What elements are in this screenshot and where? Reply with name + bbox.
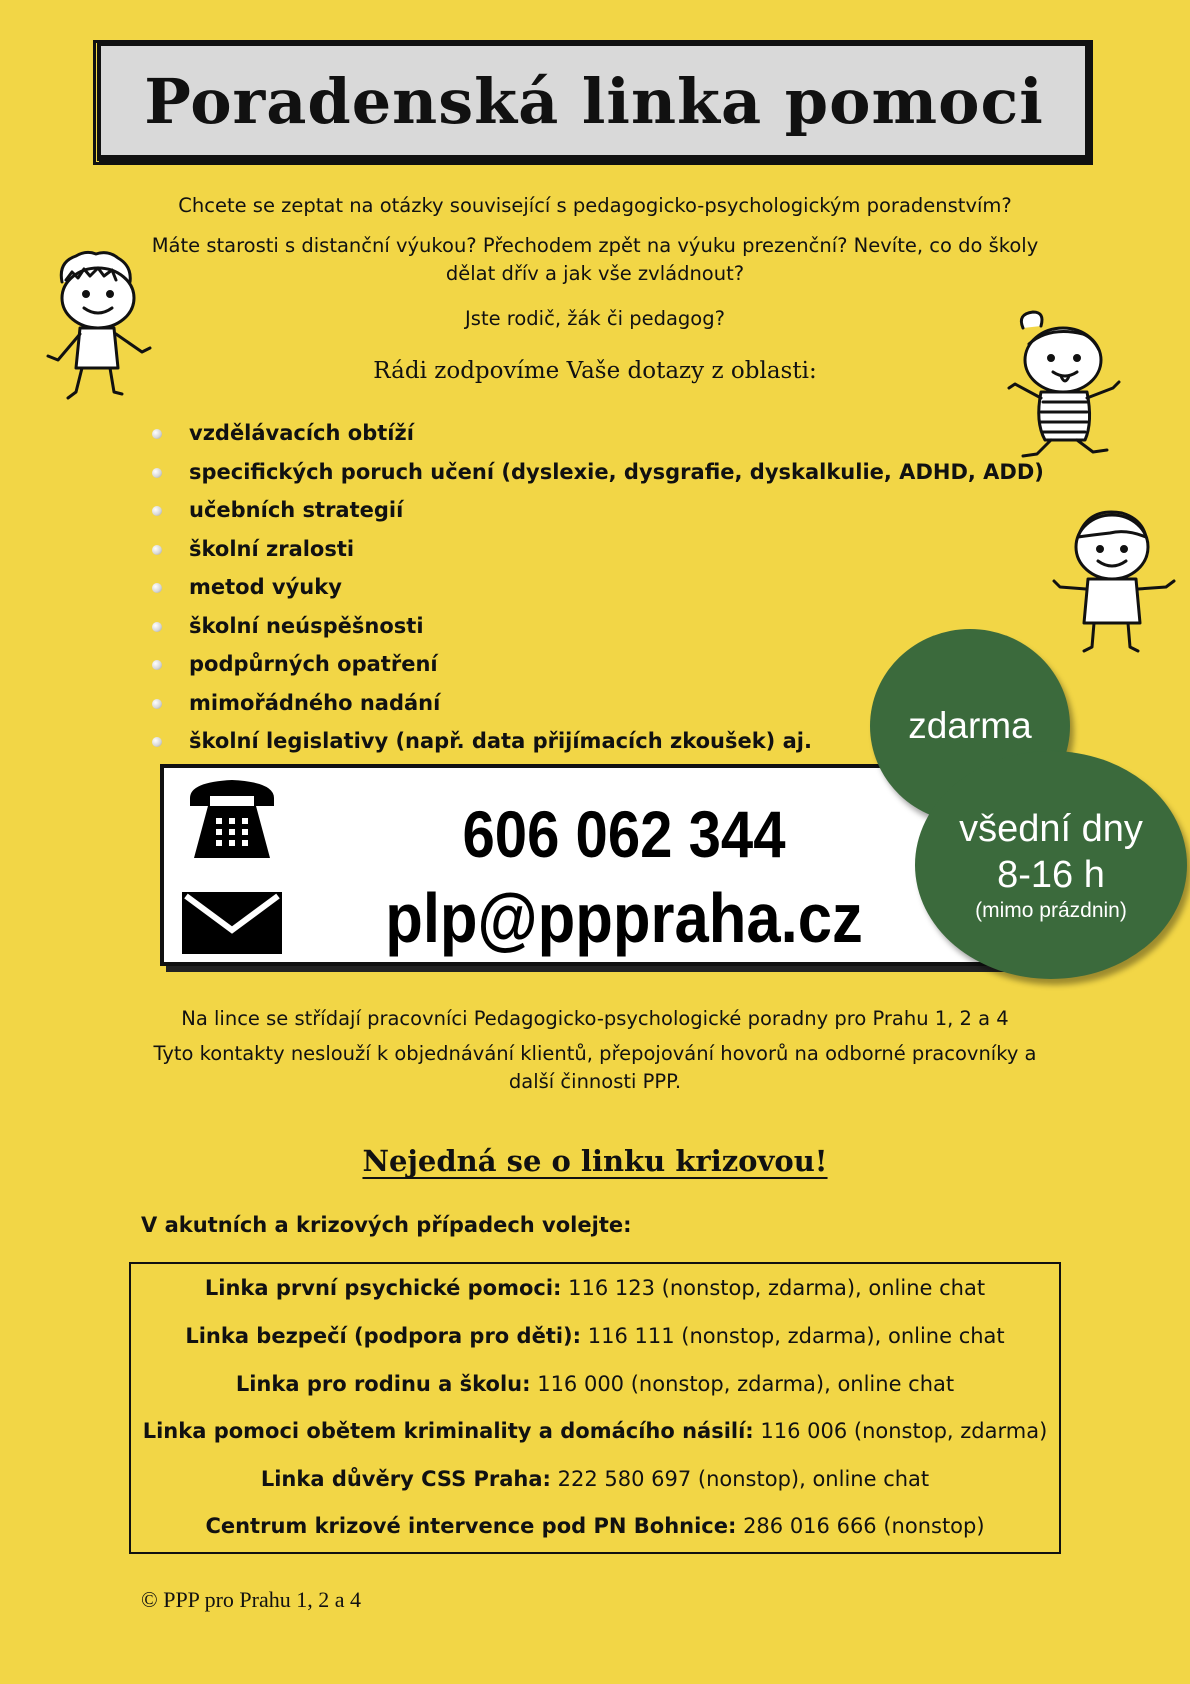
crisis-line-name: Linka první psychické pomoci:	[204, 1276, 562, 1300]
crisis-line-detail: 286 016 666 (nonstop)	[736, 1514, 985, 1538]
crisis-line-row	[131, 1324, 1059, 1348]
crisis-line-detail: 116 111 (nonstop, zdarma), online chat	[581, 1324, 1005, 1348]
intro-concerns-line2: dělat dřív a jak vše zvládnout?	[445, 262, 745, 285]
crisis-line-row	[131, 1419, 1059, 1443]
hours-badge	[915, 751, 1187, 979]
crisis-line-name: Linka pro rodinu a školu:	[235, 1372, 531, 1396]
page-title: Poradenská linka pomoci	[144, 65, 1044, 138]
crisis-line-name: Linka bezpečí (podpora pro děti):	[185, 1324, 582, 1348]
telephone-icon	[186, 776, 278, 864]
list-item: školní zralosti	[150, 530, 1044, 569]
boy-drawing-icon	[1050, 505, 1190, 665]
list-item: podpůrných opatření	[150, 645, 1044, 684]
crisis-line-name: Linka důvěry CSS Praha:	[260, 1467, 551, 1491]
list-item: specifických poruch učení (dyslexie, dysgrafie, dyskalkulie, ADHD, ADD)	[150, 453, 1044, 492]
crisis-line-row	[131, 1372, 1059, 1396]
contact-box	[160, 764, 1000, 966]
hours-badge-note: (mimo prázdnin)	[975, 899, 1127, 922]
intro-concerns-line1: Máte starosti s distanční výukou? Přechodem zpět na výuku prezenční? Nevíte, co do školy	[151, 234, 1039, 257]
crisis-line-detail: 116 123 (nonstop, zdarma), online chat	[561, 1276, 986, 1300]
copyright: © PPP pro Prahu 1, 2 a 4	[141, 1587, 362, 1612]
crisis-line-name: Centrum krizové intervence pod PN Bohnice:	[205, 1514, 737, 1538]
crisis-line-detail: 116 000 (nonstop, zdarma), online chat	[530, 1372, 955, 1396]
envelope-icon	[182, 892, 282, 954]
email-address[interactable]: plp@pppraha.cz	[385, 879, 863, 957]
disclaimer-line2: další činnosti PPP.	[508, 1070, 682, 1093]
topics-heading: Rádi zodpovíme Vaše dotazy z oblasti:	[373, 358, 817, 384]
list-item: mimořádného nadání	[150, 684, 1044, 723]
crisis-line-row	[131, 1467, 1059, 1491]
crisis-line-row	[131, 1276, 1059, 1300]
phone-number[interactable]: 606 062 344	[462, 797, 786, 871]
list-item: školní neúspěšnosti	[150, 607, 1044, 646]
list-item: učebních strategií	[150, 491, 1044, 530]
crisis-line-detail: 116 006 (nonstop, zdarma)	[753, 1419, 1048, 1443]
intro-audience: Jste rodič, žák či pedagog?	[465, 307, 725, 330]
girl-drawing-icon	[1005, 310, 1135, 475]
boy-drawing-icon	[40, 250, 165, 405]
list-item: školní legislativy (např. data přijímacích zkoušek) aj.	[150, 722, 1044, 761]
acute-heading: V akutních a krizových případech volejte:	[141, 1213, 632, 1237]
hours-badge-time: 8-16 h	[997, 854, 1105, 896]
crisis-line-detail: 222 580 697 (nonstop), online chat	[550, 1467, 930, 1491]
list-item: vzdělávacích obtíží	[150, 414, 1044, 453]
crisis-line-row	[131, 1514, 1059, 1538]
crisis-line-name: Linka pomoci obětem kriminality a domácího násilí:	[142, 1419, 754, 1443]
disclaimer-line1: Tyto kontakty neslouží k objednávání klientů, přepojování hovorů na odborné pracovníky a	[153, 1042, 1037, 1065]
title-box	[97, 42, 1091, 161]
free-badge-label: zdarma	[908, 705, 1032, 746]
staff-info: Na lince se střídají pracovníci Pedagogicko-psychologické poradny pro Prahu 1, 2 a 4	[181, 1007, 1009, 1030]
hours-badge-days: všední dny	[959, 808, 1143, 850]
list-item: metod výuky	[150, 568, 1044, 607]
intro-question: Chcete se zeptat na otázky související s pedagogicko-psychologickým poradenstvím?	[178, 194, 1012, 217]
crisis-lines-box	[129, 1262, 1061, 1554]
no-crisis-text: Nejedná se o linku krizovou!	[362, 1144, 828, 1178]
no-crisis-heading	[120, 1144, 1070, 1178]
